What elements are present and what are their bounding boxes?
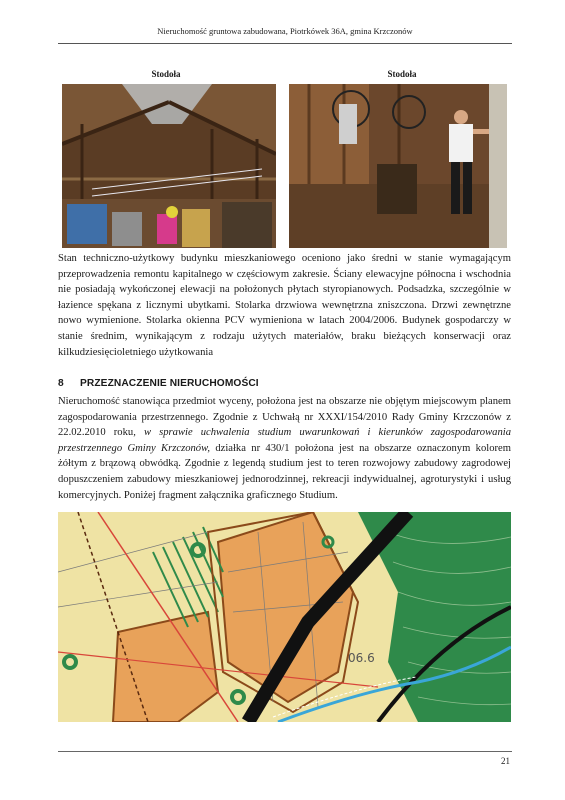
purpose-text-italic: w sprawie uchwalenia studium uwarunkowań i kierunków zagospodarowania przestrzennego Gminy Krzczonów, (58, 427, 511, 454)
property-purpose-paragraph (58, 394, 511, 503)
purpose-text-part2: działka nr 430/1 położona jest na obszarze oznaczonym kolorem żółtym z brązową obwódką. Zgodnie z legendą studium jest to teren rozwojowy zabudowy zagrodowej dopuszczeniem zabudowy mieszkaniowej jednorodzinnej, rekreacji indywidualnej, agroturystyki i usług komercyjnych. Poniżej fragment załącznika graficznego Studium. (58, 442, 511, 501)
footer-divider (58, 751, 512, 752)
barn-interior-photo-left (62, 84, 276, 248)
section-number: 8 (58, 378, 64, 389)
map-road-label: 06.6 (348, 651, 375, 665)
left-photo-caption: Stodoła (151, 69, 181, 79)
right-photo-caption: Stodoła (387, 69, 417, 79)
building-condition-paragraph: Stan techniczno-użytkowy budynku mieszkaniowego oceniono jako średni w stanie wymagającym przeprowadzenia remontu kapitalnego w częściowym zakresie. Ściany elewacyjne północna i wschodnia nie posiadają wykończonej elewacji na położonych płytach styropianowych. Podsadzka, szczególnie w łazience spękana z licznymi ubytkami. Stolarka drzwiowa wewnętrzna zniszczona. Drzwi zewnętrzne nowo wymienione. Stolarka okienna PCV wymieniona w latach 2004/2006. Budynek gospodarczy w stanie średnim, wynikającym z rodzaju użytych materiałów, braku bieżących konserwacji oraz kilkudziesięcioletniego użytkowania (58, 253, 511, 358)
study-map-fragment (58, 512, 511, 722)
purpose-text-part1: Nieruchomość stanowiąca przedmiot wyceny, położona jest na obszarze nie objętym miejscowym planem zagospodarowania przestrzennego. Zgodnie z Uchwałą nr XXXI/154/2010 Rady Gminy Krzczonów z 22.02.2010 roku, (58, 396, 511, 439)
header-divider (58, 43, 512, 44)
section-heading (58, 378, 259, 389)
barn-interior-photo-right (289, 84, 507, 248)
page-number: 21 (501, 756, 510, 766)
running-header: Nieruchomość gruntowa zabudowana, Piotrkówek 36A, gmina Krzczonów (157, 26, 413, 36)
section-title: PRZEZNACZENIE NIERUCHOMOŚCI (80, 378, 259, 389)
